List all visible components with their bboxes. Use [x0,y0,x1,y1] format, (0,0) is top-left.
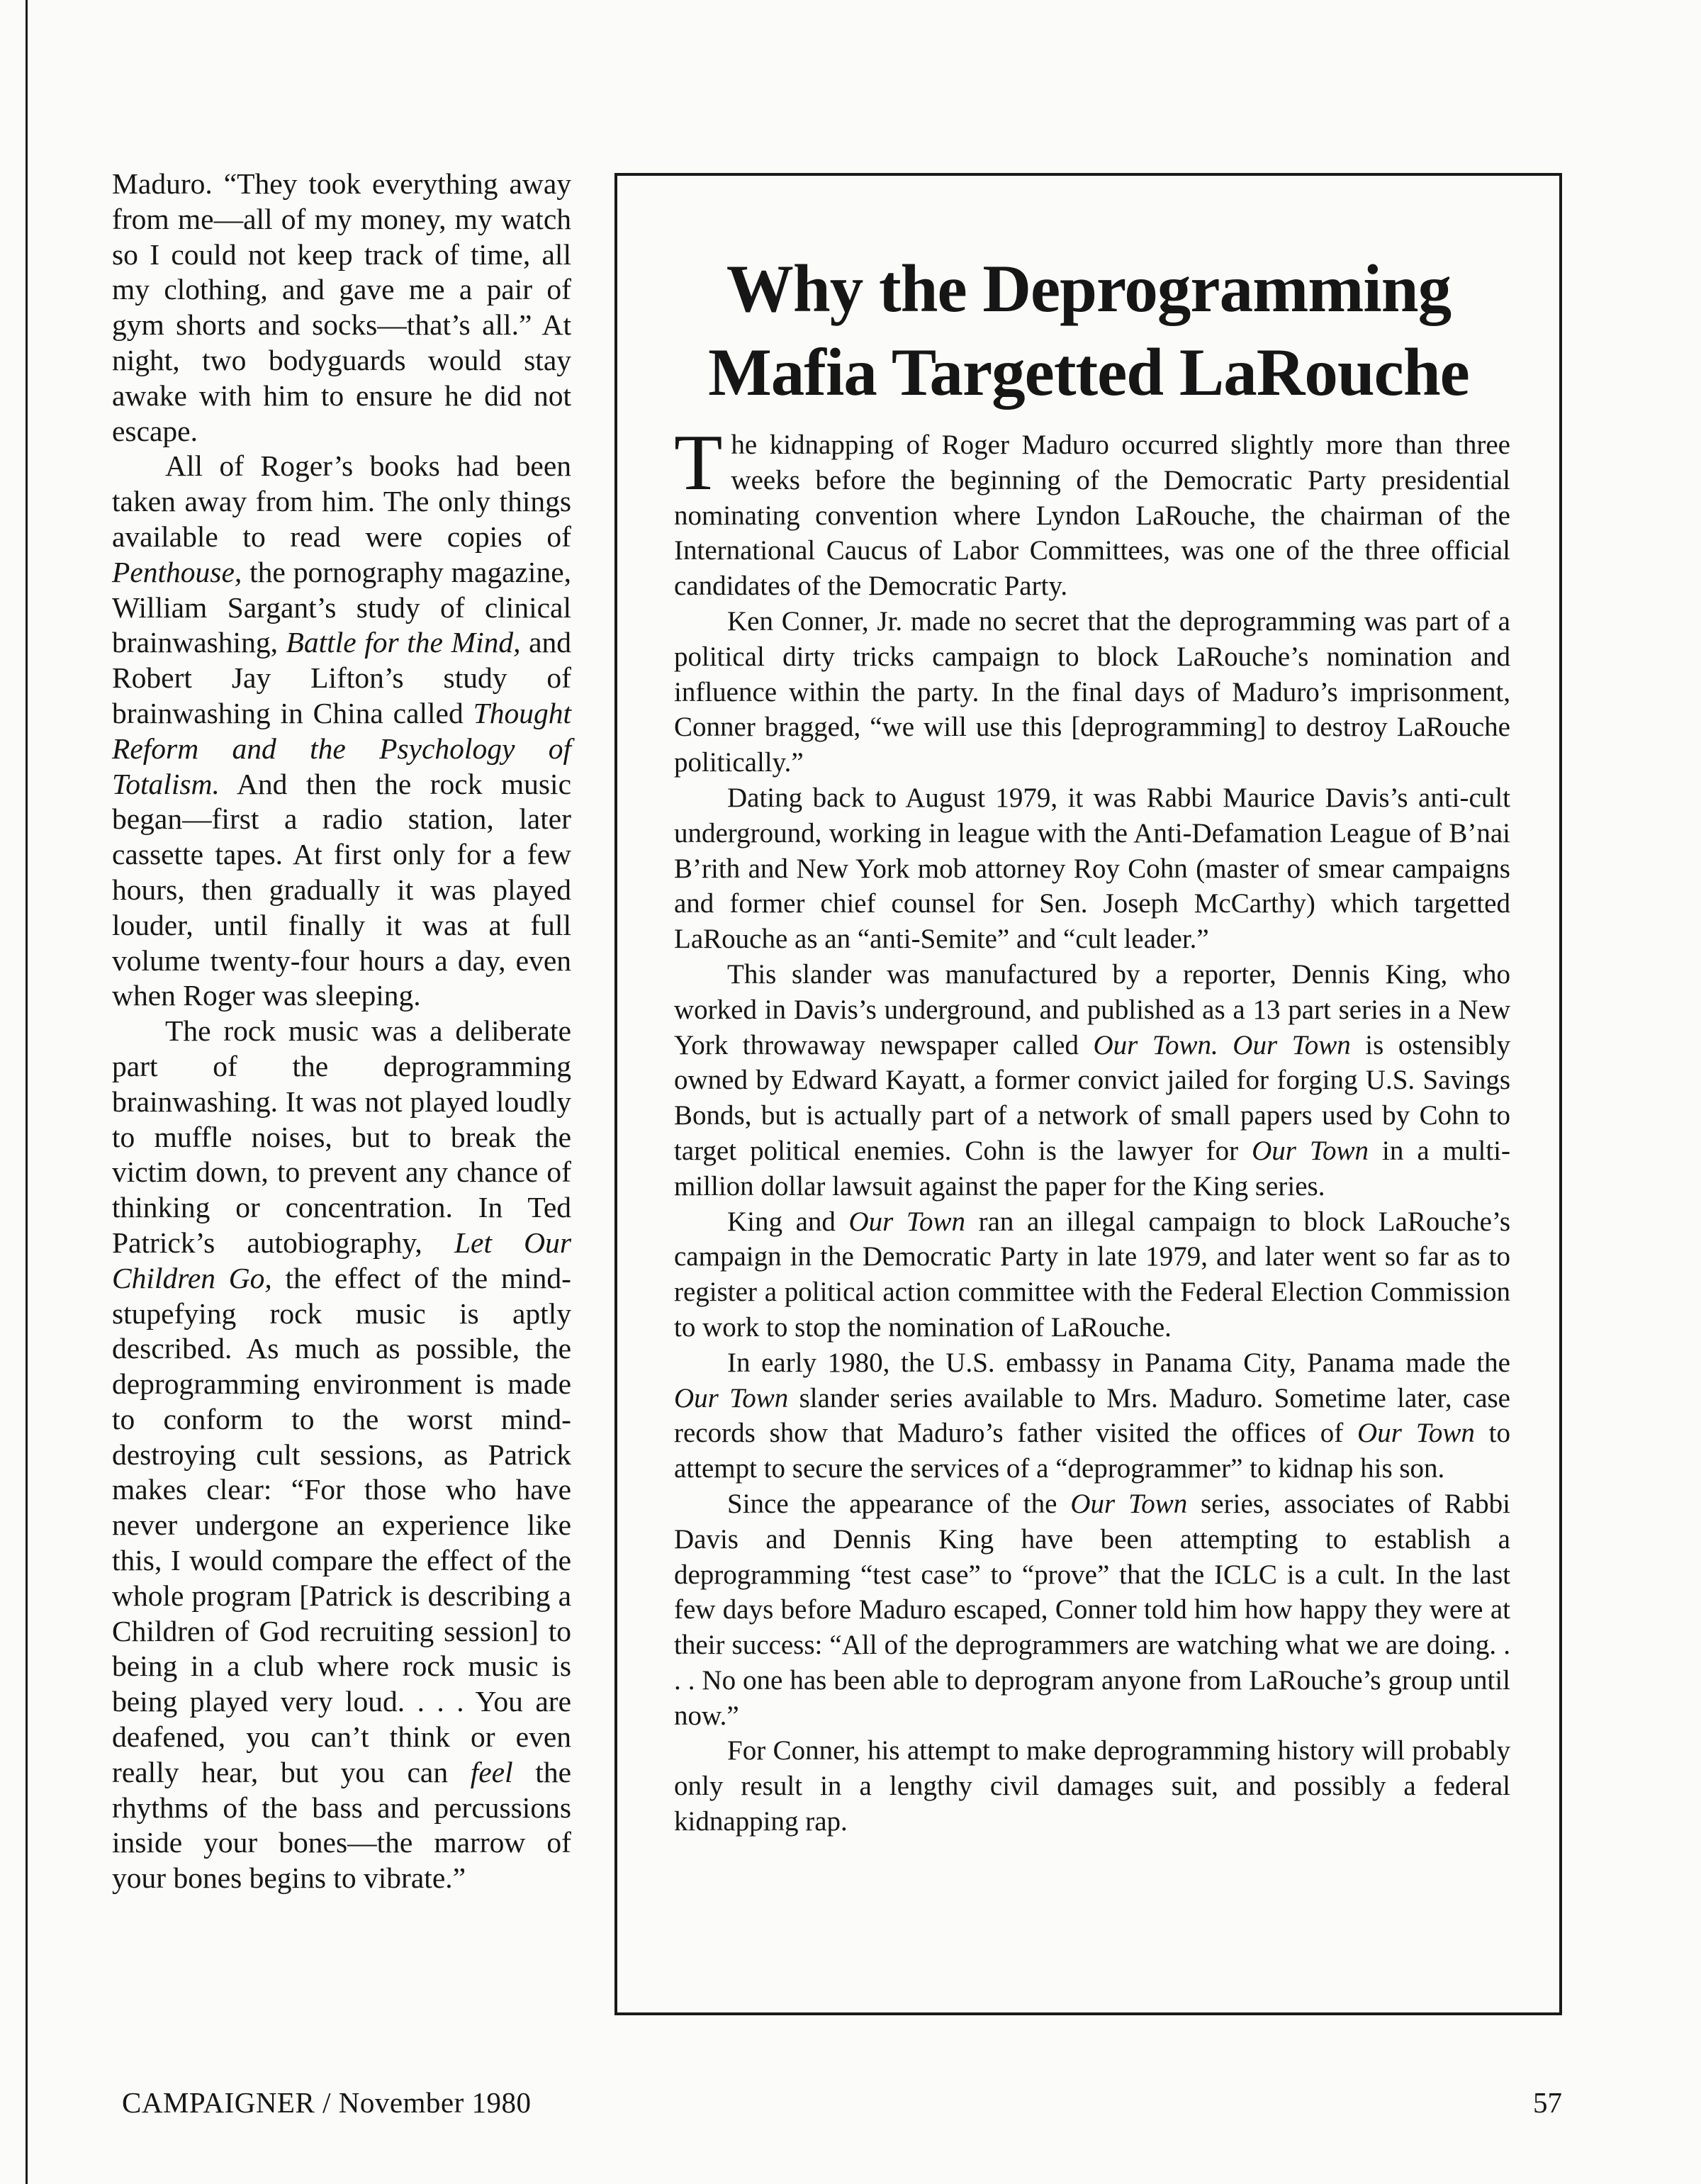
text-run: This slander was manufactured by a reporter, Dennis King, who worked in Davis’s underground, and published as a 13 part series in a New York throwaway newspaper called [674,958,1510,1060]
left-paragraph-2 [112,449,571,1014]
page-number: 57 [1533,2086,1562,2119]
italic-title: Our Town [1357,1418,1475,1449]
scan-edge-line [26,0,28,2184]
left-paragraph-3 [112,1014,571,1896]
italic-title: Our Town [848,1206,966,1237]
text-run: the pornography magazine, William Sargant’s study of clinical brainwashing, [112,555,571,659]
sidebar-paragraph-7 [674,1486,1510,1734]
italic-title: Our Town [1252,1135,1369,1166]
sidebar-paragraph-2: Ken Conner, Jr. made no secret that the deprogramming was part of a political dirty tricks campaign to block LaRouche’s nomination and influence within the party. In the final days of Maduro’s imprisonment, Conner bragged, “we will use this [deprogramming] to destroy LaRouche politically.” [674,605,1510,778]
text-run: is ostensibly owned by Edward Kayatt, a former convict jailed for forging U.S. Savings Bonds, but is actually part of a network of small papers used by Cohn to target political enemies. Cohn is the lawyer for [674,1029,1511,1166]
italic-title: Penthouse, [112,555,242,588]
text-run: he kidnapping of Roger Maduro occurred slightly more than three weeks before the beginning of the Democratic Party presidential nominating convention where Lyndon LaRouche, the chairman of the International Caucus of Labor Committees, was one of the three official candidates of the Democratic Party. [674,430,1510,602]
text-run: Since the appearance of the [727,1488,1071,1519]
italic-title: Let Our Children Go, [112,1226,571,1294]
text-run: The rock music was a deliberate part of the deprogramming brainwashing. It was not played loudly to muffle noises, but to break the victim down, to prevent any chance of thinking or concentration. In Ted Patrick’s autobiography, [112,1014,571,1259]
text-run: King and [727,1206,849,1237]
italic-title: Our Town. [1093,1029,1218,1060]
italic-title: Battle for the Mind, [286,626,521,659]
footer-publication: CAMPAIGNER / November 1980 [122,2086,532,2119]
sidebar-paragraph-8: For Conner, his attempt to make deprogramming history will probably only result in a lengthy civil damages suit, and possibly a federal kidnapping rap. [674,1735,1510,1837]
text-run: and Robert Jay Lifton’s study of brainwashing in China called [112,626,571,729]
text-run: series, associates of Rabbi Davis and Dennis King have been attempting to establish a deprogramming “test case” to “prove” that the ICLC is a cult. In the last few days before Maduro escaped, Conner told him how happy they were at their success: “All of the deprogrammers are watching what we are doing. . . . No one has been able to deprogram anyone from LaRouche’s group until now.” [674,1488,1510,1731]
text-run: slander series available to Mrs. Maduro. Sometime later, case records show that Maduro’s father visited the offices of [674,1382,1510,1449]
italic-title: Thought Reform and the Psychology of Totalism. [112,696,571,800]
sidebar-title [646,247,1532,414]
italic-emphasis: feel [470,1755,513,1788]
sidebar-paragraph-3: Dating back to August 1979, it was Rabbi Maurice Davis’s anti-cult underground, working in league with the Anti-Defamation League of B’nai B’rith and New York mob attorney Roy Cohn (master of smear campaigns and former chief counsel for Sen. Joseph McCarthy) which targetted LaRouche as an “anti-Semite” and “cult leader.” [674,782,1510,955]
italic-title: Our Town [1233,1029,1351,1060]
text-run: In early 1980, the U.S. embassy in Panama City, Panama made the [727,1347,1510,1378]
text-run: in a multi-million dollar lawsuit against the paper for the King series. [674,1135,1511,1202]
text-run: the rhythms of the bass and percussions inside your bones—the marrow of your bones begins to vibrate.” [112,1755,571,1895]
text-run: the effect of the mind-stupefying rock music is aptly described. As much as possible, the deprogramming environment is made to conform to the worst mind-destroying cult sessions, as Patrick makes clear: “For those who have never undergone an experience like this, I would compare the effect of the whole program [Patrick is describing a Children of God recruiting session] to being in a club where rock music is being played very loud. . . . You are deafened, you can’t think or even really hear, but you can [112,1261,572,1788]
left-paragraph-1: Maduro. “They took everything away from me—all of my money, my watch so I could not keep track of time, all my clothing, and gave me a pair of gym shorts and socks—that’s all.” At night, two bodyguards would stay awake with him to ensure he did not escape. [112,167,571,447]
sidebar-title-line-2: Mafia Targetted LaRouche [708,335,1469,410]
italic-title: Our Town [1070,1488,1188,1519]
text-run: And then the rock music began—first a radio station, later cassette tapes. At first only for a few hours, then gradually it was played louder, until finally it was at full volume twenty-four hours a day, even when Roger was sleeping. [112,767,571,1012]
sidebar-paragraph-6 [674,1345,1510,1486]
text-run: to attempt to secure the services of a “deprogrammer” to kidnap his son. [674,1418,1510,1484]
sidebar-paragraph-5 [674,1204,1510,1345]
italic-title: Our Town [674,1382,789,1413]
left-column [112,167,571,1896]
text-run: ran an illegal campaign to block LaRouche’s campaign in the Democratic Party in late 1979, and later went so far as to register a political action committee with the Federal Election Commission to work to stop the nomination of LaRouche. [674,1206,1510,1343]
sidebar-title-line-1: Why the Deprogramming [726,251,1452,326]
sidebar-body [674,419,1511,1839]
sidebar-box [614,173,1562,2015]
sidebar-paragraph-4 [674,957,1510,1204]
text-run: All of Roger’s books had been taken away from him. The only things available to read were copies of [112,449,571,553]
drop-cap: T [674,419,723,507]
sidebar-paragraph-1 [674,419,1510,604]
